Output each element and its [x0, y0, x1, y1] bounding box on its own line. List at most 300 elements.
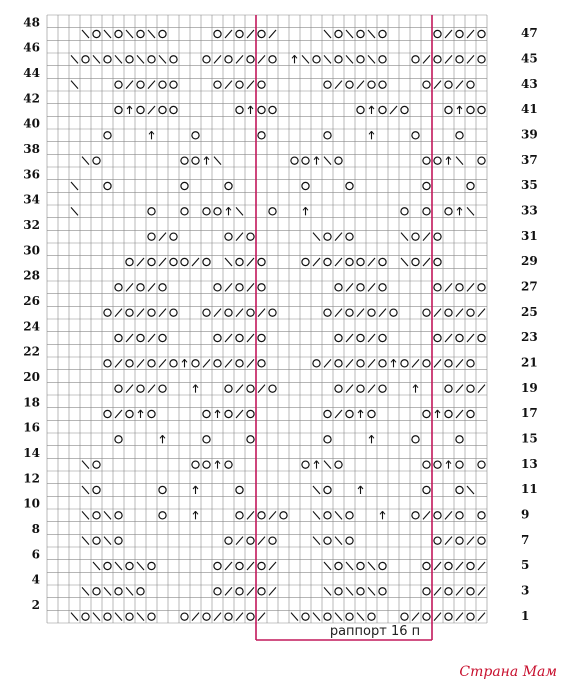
- yarn-over-symbol: [434, 30, 441, 37]
- yarn-over-symbol: [368, 81, 375, 88]
- left-row-number: 16: [23, 420, 40, 435]
- k2tog-symbol: [115, 309, 122, 317]
- yarn-over-symbol: [115, 30, 122, 37]
- left-row-number: 38: [23, 142, 40, 157]
- yarn-over-symbol: [159, 486, 166, 493]
- yarn-over-symbol: [379, 56, 386, 63]
- yarn-over-symbol: [247, 56, 254, 63]
- yarn-over-symbol: [335, 360, 342, 367]
- yarn-over-symbol: [170, 81, 177, 88]
- yarn-over-symbol: [324, 81, 331, 88]
- left-row-number: 10: [23, 496, 40, 511]
- yarn-over-symbol: [368, 613, 375, 620]
- yarn-over-symbol: [379, 385, 386, 392]
- left-row-number: 24: [23, 319, 40, 334]
- yarn-over-symbol: [93, 30, 100, 37]
- yarn-over-symbol: [247, 537, 254, 544]
- k2tog-symbol: [225, 30, 232, 38]
- yarn-over-symbol: [456, 436, 463, 443]
- k2tog-symbol: [423, 258, 430, 266]
- central-decrease-symbol: [391, 359, 396, 367]
- yarn-over-symbol: [258, 334, 265, 341]
- ssk-symbol: [104, 587, 111, 595]
- k2tog-symbol: [148, 106, 155, 114]
- yarn-over-symbol: [280, 512, 287, 519]
- yarn-over-symbol: [423, 410, 430, 417]
- ssk-symbol: [302, 55, 309, 63]
- k2tog-symbol: [346, 359, 353, 367]
- yarn-over-symbol: [115, 81, 122, 88]
- k2tog-symbol: [269, 30, 276, 38]
- yarn-over-symbol: [456, 537, 463, 544]
- k2tog-symbol: [379, 309, 386, 317]
- yarn-over-symbol: [247, 436, 254, 443]
- k2tog-symbol: [247, 562, 254, 570]
- central-decrease-symbol: [303, 207, 308, 215]
- yarn-over-symbol: [445, 613, 452, 620]
- yarn-over-symbol: [170, 56, 177, 63]
- k2tog-symbol: [478, 385, 485, 393]
- yarn-over-symbol: [247, 410, 254, 417]
- yarn-over-symbol: [423, 208, 430, 215]
- central-decrease-symbol: [138, 410, 143, 418]
- yarn-over-symbol: [236, 81, 243, 88]
- ssk-symbol: [324, 562, 331, 570]
- k2tog-symbol: [225, 81, 232, 89]
- left-row-number: 32: [23, 218, 40, 233]
- ssk-symbol: [93, 562, 100, 570]
- yarn-over-symbol: [423, 81, 430, 88]
- yarn-over-symbol: [148, 562, 155, 569]
- ssk-symbol: [456, 157, 463, 165]
- k2tog-symbol: [423, 511, 430, 519]
- yarn-over-symbol: [258, 106, 265, 113]
- yarn-over-symbol: [269, 537, 276, 544]
- central-decrease-symbol: [413, 385, 418, 393]
- right-row-numbers: [521, 26, 538, 623]
- right-row-number: 13: [521, 456, 538, 471]
- yarn-over-symbol: [247, 385, 254, 392]
- ssk-symbol: [313, 233, 320, 241]
- right-row-number: 19: [521, 380, 538, 395]
- left-row-number: 36: [23, 167, 40, 182]
- central-decrease-symbol: [369, 106, 374, 114]
- yarn-over-symbol: [456, 56, 463, 63]
- yarn-over-symbol: [148, 56, 155, 63]
- yarn-over-symbol: [412, 258, 419, 265]
- ssk-symbol: [291, 613, 298, 621]
- yarn-over-symbol: [291, 157, 298, 164]
- ssk-symbol: [82, 537, 89, 545]
- yarn-over-symbol: [467, 360, 474, 367]
- yarn-over-symbol: [104, 613, 111, 620]
- yarn-over-symbol: [478, 461, 485, 468]
- yarn-over-symbol: [434, 461, 441, 468]
- left-row-number: 20: [23, 370, 40, 385]
- yarn-over-symbol: [401, 613, 408, 620]
- k2tog-symbol: [115, 410, 122, 418]
- yarn-over-symbol: [456, 461, 463, 468]
- k2tog-symbol: [247, 258, 254, 266]
- k2tog-symbol: [478, 587, 485, 595]
- yarn-over-symbol: [302, 613, 309, 620]
- left-row-number: 34: [23, 192, 40, 207]
- ssk-symbol: [401, 233, 408, 241]
- k2tog-symbol: [115, 359, 122, 367]
- ssk-symbol: [313, 537, 320, 545]
- yarn-over-symbol: [478, 334, 485, 341]
- yarn-over-symbol: [126, 360, 133, 367]
- central-decrease-symbol: [314, 157, 319, 165]
- central-decrease-symbol: [215, 410, 220, 418]
- yarn-over-symbol: [247, 309, 254, 316]
- ssk-symbol: [335, 537, 342, 545]
- yarn-over-symbol: [214, 360, 221, 367]
- yarn-over-symbol: [379, 81, 386, 88]
- k2tog-symbol: [467, 30, 474, 38]
- k2tog-symbol: [236, 309, 243, 317]
- yarn-over-symbol: [335, 30, 342, 37]
- yarn-over-symbol: [225, 56, 232, 63]
- yarn-over-symbol: [236, 334, 243, 341]
- yarn-over-symbol: [137, 588, 144, 595]
- yarn-over-symbol: [401, 360, 408, 367]
- yarn-over-symbol: [93, 486, 100, 493]
- ssk-symbol: [324, 30, 331, 38]
- yarn-over-symbol: [115, 106, 122, 113]
- k2tog-symbol: [434, 309, 441, 317]
- ssk-symbol: [82, 486, 89, 494]
- yarn-over-symbol: [478, 284, 485, 291]
- yarn-over-symbol: [324, 410, 331, 417]
- yarn-over-symbol: [225, 385, 232, 392]
- k2tog-symbol: [148, 81, 155, 89]
- yarn-over-symbol: [126, 309, 133, 316]
- k2tog-symbol: [368, 359, 375, 367]
- k2tog-symbol: [346, 385, 353, 393]
- k2tog-symbol: [236, 613, 243, 621]
- yarn-over-symbol: [324, 512, 331, 519]
- k2tog-symbol: [236, 410, 243, 418]
- chart-grid: [47, 15, 487, 623]
- ssk-symbol: [324, 55, 331, 63]
- yarn-over-symbol: [181, 157, 188, 164]
- left-row-number: 42: [23, 91, 40, 106]
- ssk-symbol: [82, 30, 89, 38]
- ssk-symbol: [313, 511, 320, 519]
- k2tog-symbol: [225, 283, 232, 291]
- k2tog-symbol: [269, 587, 276, 595]
- k2tog-symbol: [126, 385, 133, 393]
- yarn-over-symbol: [467, 182, 474, 189]
- central-decrease-symbol: [358, 486, 363, 494]
- central-decrease-symbol: [457, 207, 462, 215]
- yarn-over-symbol: [225, 410, 232, 417]
- yarn-over-symbol: [456, 512, 463, 519]
- yarn-over-symbol: [104, 360, 111, 367]
- k2tog-symbol: [412, 359, 419, 367]
- yarn-over-symbol: [148, 309, 155, 316]
- left-row-number: 48: [23, 15, 40, 30]
- k2tog-symbol: [456, 410, 463, 418]
- yarn-over-symbol: [445, 410, 452, 417]
- central-decrease-symbol: [446, 461, 451, 469]
- right-row-number: 23: [521, 330, 538, 345]
- yarn-over-symbol: [346, 81, 353, 88]
- ssk-symbol: [71, 207, 78, 215]
- yarn-over-symbol: [379, 588, 386, 595]
- k2tog-symbol: [346, 334, 353, 342]
- yarn-over-symbol: [335, 588, 342, 595]
- k2tog-symbol: [269, 562, 276, 570]
- k2tog-symbol: [335, 410, 342, 418]
- yarn-over-symbol: [357, 56, 364, 63]
- yarn-over-symbol: [126, 56, 133, 63]
- yarn-over-symbol: [181, 182, 188, 189]
- ssk-symbol: [82, 157, 89, 165]
- k2tog-symbol: [324, 359, 331, 367]
- ssk-symbol: [368, 562, 375, 570]
- yarn-over-symbol: [467, 106, 474, 113]
- yarn-over-symbol: [357, 284, 364, 291]
- yarn-over-symbol: [423, 613, 430, 620]
- yarn-over-symbol: [335, 56, 342, 63]
- yarn-over-symbol: [170, 309, 177, 316]
- k2tog-symbol: [478, 309, 485, 317]
- yarn-over-symbol: [225, 461, 232, 468]
- yarn-over-symbol: [335, 562, 342, 569]
- k2tog-symbol: [159, 359, 166, 367]
- yarn-over-symbol: [170, 360, 177, 367]
- yarn-over-symbol: [478, 537, 485, 544]
- central-decrease-symbol: [215, 461, 220, 469]
- ssk-symbol: [236, 207, 243, 215]
- right-row-number: 27: [521, 279, 538, 294]
- left-row-number: 28: [23, 268, 40, 283]
- yarn-over-symbol: [126, 613, 133, 620]
- ssk-symbol: [214, 157, 221, 165]
- yarn-over-symbol: [445, 588, 452, 595]
- yarn-over-symbol: [302, 157, 309, 164]
- k2tog-symbol: [159, 309, 166, 317]
- left-row-number: 2: [31, 598, 40, 613]
- k2tog-symbol: [137, 258, 144, 266]
- ssk-symbol: [104, 30, 111, 38]
- yarn-over-symbol: [192, 461, 199, 468]
- yarn-over-symbol: [115, 537, 122, 544]
- yarn-over-symbol: [258, 30, 265, 37]
- yarn-over-symbol: [346, 613, 353, 620]
- yarn-over-symbol: [324, 309, 331, 316]
- yarn-over-symbol: [236, 30, 243, 37]
- yarn-over-symbol: [467, 410, 474, 417]
- ssk-symbol: [346, 30, 353, 38]
- left-row-number: 22: [23, 344, 40, 359]
- k2tog-symbol: [445, 537, 452, 545]
- right-row-number: 5: [521, 558, 530, 573]
- yarn-over-symbol: [148, 208, 155, 215]
- k2tog-symbol: [126, 81, 133, 89]
- ssk-symbol: [313, 613, 320, 621]
- yarn-over-symbol: [170, 106, 177, 113]
- k2tog-symbol: [467, 537, 474, 545]
- yarn-over-symbol: [357, 258, 364, 265]
- yarn-over-symbol: [346, 512, 353, 519]
- yarn-over-symbol: [170, 233, 177, 240]
- k2tog-symbol: [225, 587, 232, 595]
- ssk-symbol: [82, 511, 89, 519]
- yarn-over-symbol: [324, 537, 331, 544]
- yarn-over-symbol: [214, 334, 221, 341]
- right-row-number: 3: [521, 583, 530, 598]
- central-decrease-symbol: [314, 461, 319, 469]
- k2tog-symbol: [412, 613, 419, 621]
- yarn-over-symbol: [467, 613, 474, 620]
- yarn-over-symbol: [170, 258, 177, 265]
- yarn-over-symbol: [368, 410, 375, 417]
- yarn-over-symbol: [104, 562, 111, 569]
- yarn-over-symbol: [93, 512, 100, 519]
- k2tog-symbol: [203, 359, 210, 367]
- yarn-over-symbol: [324, 613, 331, 620]
- k2tog-symbol: [456, 613, 463, 621]
- right-row-number: 7: [521, 532, 530, 547]
- k2tog-symbol: [258, 613, 265, 621]
- yarn-over-symbol: [214, 208, 221, 215]
- yarn-over-symbol: [445, 385, 452, 392]
- right-row-number: 47: [521, 26, 538, 41]
- repeat-label: раппорт 16 п: [329, 624, 421, 639]
- yarn-over-symbol: [478, 106, 485, 113]
- yarn-over-symbol: [115, 284, 122, 291]
- yarn-over-symbol: [423, 588, 430, 595]
- ssk-symbol: [93, 613, 100, 621]
- yarn-over-symbol: [478, 56, 485, 63]
- k2tog-symbol: [247, 81, 254, 89]
- yarn-over-symbol: [214, 562, 221, 569]
- yarn-over-symbol: [412, 233, 419, 240]
- yarn-over-symbol: [434, 56, 441, 63]
- yarn-over-symbol: [93, 588, 100, 595]
- yarn-over-symbol: [434, 334, 441, 341]
- yarn-over-symbol: [390, 309, 397, 316]
- k2tog-symbol: [467, 55, 474, 63]
- yarn-over-symbol: [324, 258, 331, 265]
- central-decrease-symbol: [160, 435, 165, 443]
- k2tog-symbol: [445, 30, 452, 38]
- yarn-over-symbol: [258, 512, 265, 519]
- k2tog-symbol: [456, 359, 463, 367]
- yarn-over-symbol: [269, 309, 276, 316]
- yarn-over-symbol: [456, 334, 463, 341]
- k2tog-symbol: [467, 283, 474, 291]
- yarn-over-symbol: [357, 360, 364, 367]
- ssk-symbol: [368, 587, 375, 595]
- k2tog-symbol: [269, 511, 276, 519]
- k2tog-symbol: [368, 258, 375, 266]
- yarn-over-symbol: [181, 258, 188, 265]
- k2tog-symbol: [159, 233, 166, 241]
- yarn-over-symbol: [423, 461, 430, 468]
- yarn-over-symbol: [115, 512, 122, 519]
- yarn-over-symbol: [148, 410, 155, 417]
- yarn-over-symbol: [203, 208, 210, 215]
- k2tog-symbol: [126, 283, 133, 291]
- yarn-over-symbol: [401, 106, 408, 113]
- yarn-over-symbol: [379, 360, 386, 367]
- yarn-over-symbol: [423, 157, 430, 164]
- k2tog-symbol: [434, 81, 441, 89]
- yarn-over-symbol: [181, 208, 188, 215]
- central-decrease-symbol: [204, 157, 209, 165]
- central-decrease-symbol: [193, 385, 198, 393]
- yarn-over-symbol: [357, 385, 364, 392]
- central-decrease-symbol: [193, 511, 198, 519]
- k2tog-symbol: [456, 385, 463, 393]
- yarn-over-symbol: [258, 284, 265, 291]
- ssk-symbol: [335, 613, 342, 621]
- k2tog-symbol: [137, 359, 144, 367]
- k2tog-symbol: [335, 233, 342, 241]
- right-row-number: 15: [521, 431, 538, 446]
- yarn-over-symbol: [467, 562, 474, 569]
- yarn-over-symbol: [236, 106, 243, 113]
- left-row-number: 46: [23, 40, 40, 55]
- ssk-symbol: [346, 587, 353, 595]
- yarn-over-symbol: [104, 56, 111, 63]
- yarn-over-symbol: [346, 309, 353, 316]
- ssk-symbol: [137, 562, 144, 570]
- yarn-over-symbol: [82, 56, 89, 63]
- yarn-over-symbol: [192, 157, 199, 164]
- central-decrease-symbol: [369, 131, 374, 139]
- yarn-over-symbol: [258, 132, 265, 139]
- k2tog-symbol: [390, 106, 397, 114]
- right-row-number: 25: [521, 304, 538, 319]
- yarn-over-symbol: [434, 157, 441, 164]
- k2tog-symbol: [148, 283, 155, 291]
- yarn-over-symbol: [467, 385, 474, 392]
- k2tog-symbol: [192, 613, 199, 621]
- yarn-over-symbol: [181, 613, 188, 620]
- yarn-over-symbol: [302, 258, 309, 265]
- ssk-symbol: [71, 55, 78, 63]
- k2tog-symbol: [368, 385, 375, 393]
- k2tog-symbol: [445, 55, 452, 63]
- yarn-over-symbol: [412, 436, 419, 443]
- yarn-over-symbol: [335, 461, 342, 468]
- k2tog-symbol: [247, 283, 254, 291]
- ssk-symbol: [115, 562, 122, 570]
- k2tog-symbol: [247, 30, 254, 38]
- yarn-over-symbol: [137, 30, 144, 37]
- yarn-over-symbol: [379, 106, 386, 113]
- yarn-over-symbol: [324, 436, 331, 443]
- yarn-over-symbol: [104, 182, 111, 189]
- k2tog-symbol: [335, 309, 342, 317]
- yarn-over-symbol: [456, 132, 463, 139]
- yarn-over-symbol: [104, 410, 111, 417]
- yarn-over-symbol: [357, 30, 364, 37]
- yarn-over-symbol: [456, 30, 463, 37]
- yarn-over-symbol: [203, 258, 210, 265]
- central-decrease-symbol: [292, 55, 297, 63]
- ssk-symbol: [115, 613, 122, 621]
- right-row-number: 31: [521, 228, 538, 243]
- ssk-symbol: [346, 562, 353, 570]
- central-decrease-symbol: [358, 410, 363, 418]
- yarn-over-symbol: [148, 258, 155, 265]
